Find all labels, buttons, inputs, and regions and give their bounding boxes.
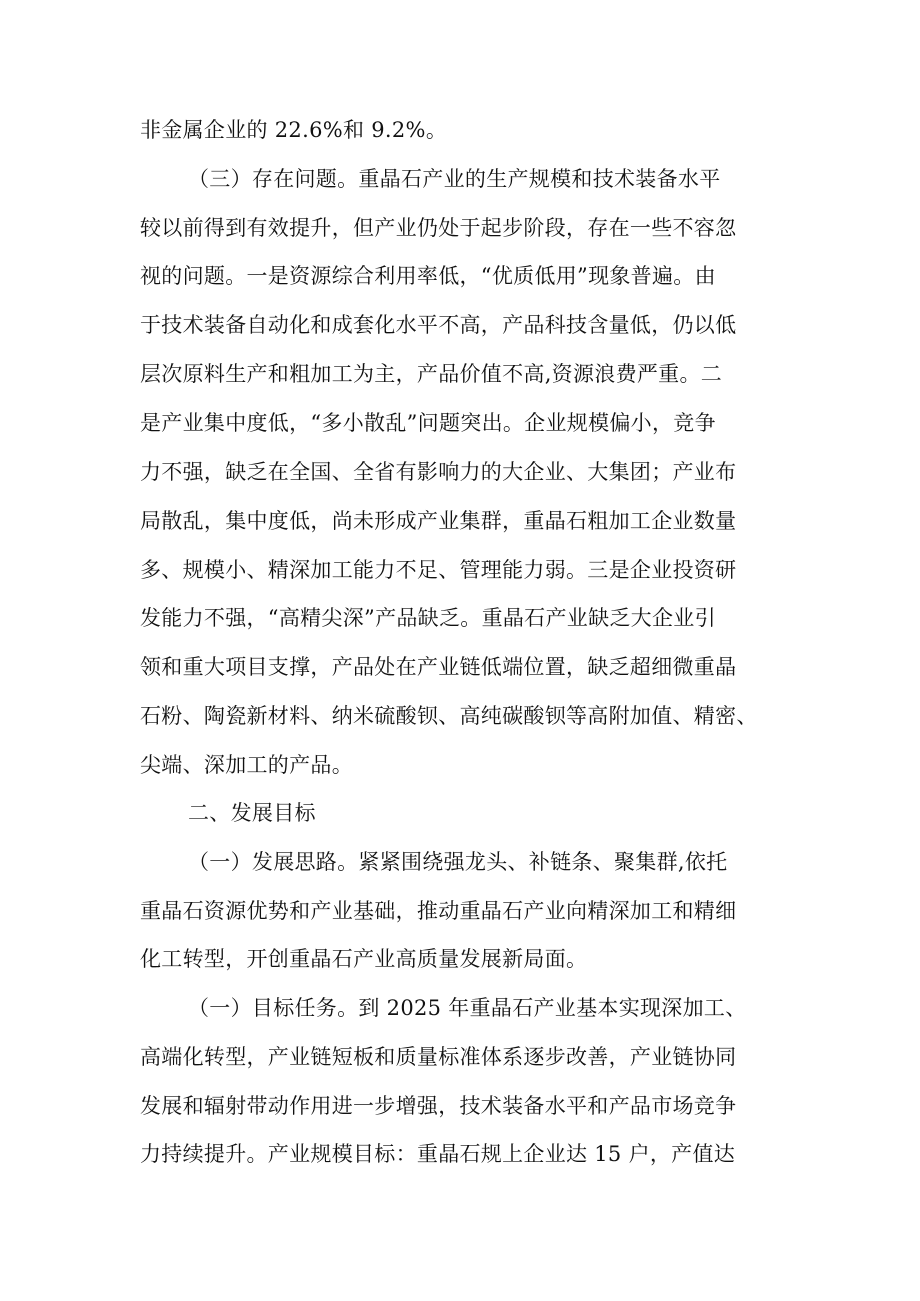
section-heading-issues: （三）存在问题。重晶石产业的生产规模和技术装备水平 [188,167,721,191]
text-line: 高端化转型，产业链短板和质量标准体系逐步改善，产业链协同 [140,1045,737,1069]
text-line: 力持续提升。产业规模目标：重晶石规上企业达 15 户，产值达 [140,1142,736,1166]
text-line: 力不强，缺乏在全国、全省有影响力的大企业、大集团；产业布 [140,460,737,484]
text-line: 非金属企业的 22.6%和 9.2%。 [140,118,448,142]
text-line: 多、规模小、精深加工能力不足、管理能力弱。三是企业投资研 [140,558,737,582]
text-line: 层次原料生产和粗加工为主，产品价值不高,资源浪费严重。二 [140,362,723,386]
subsection-heading-ideas: （一）发展思路。紧紧围绕强龙头、补链条、聚集群,依托 [188,850,728,874]
text-line: 较以前得到有效提升，但产业仍处于起步阶段，存在一些不容忽 [140,216,737,240]
subsection-heading-targets: （一）目标任务。到 2025 年重晶石产业基本实现深加工、 [188,996,747,1020]
text-line: 尖端、深加工的产品。 [140,753,353,777]
section-heading-goals: 二、发展目标 [188,801,316,825]
text-line: 发能力不强，“高精尖深”产品缺乏。重晶石产业缺乏大企业引 [140,606,716,630]
text-line: 于技术装备自动化和成套化水平不高，产品科技含量低，仍以低 [140,313,737,337]
text-line: 领和重大项目支撑，产品处在产业链低端位置，缺乏超细微重晶 [140,655,737,679]
text-line: 视的问题。一是资源综合利用率低，“优质低用”现象普遍。由 [140,264,716,288]
text-line: 石粉、陶瓷新材料、纳米硫酸钡、高纯碳酸钡等高附加值、精密、 [140,704,758,728]
text-line: 发展和辐射带动作用进一步增强，技术装备水平和产品市场竞争 [140,1094,737,1118]
text-line: 是产业集中度低，“多小散乱”问题突出。企业规模偏小，竞争 [140,411,716,435]
text-line: 化工转型，开创重晶石产业高质量发展新局面。 [140,947,588,971]
text-line: 局散乱，集中度低，尚未形成产业集群，重晶石粗加工企业数量 [140,509,737,533]
text-line: 重晶石资源优势和产业基础，推动重晶石产业向精深加工和精细 [140,899,737,923]
